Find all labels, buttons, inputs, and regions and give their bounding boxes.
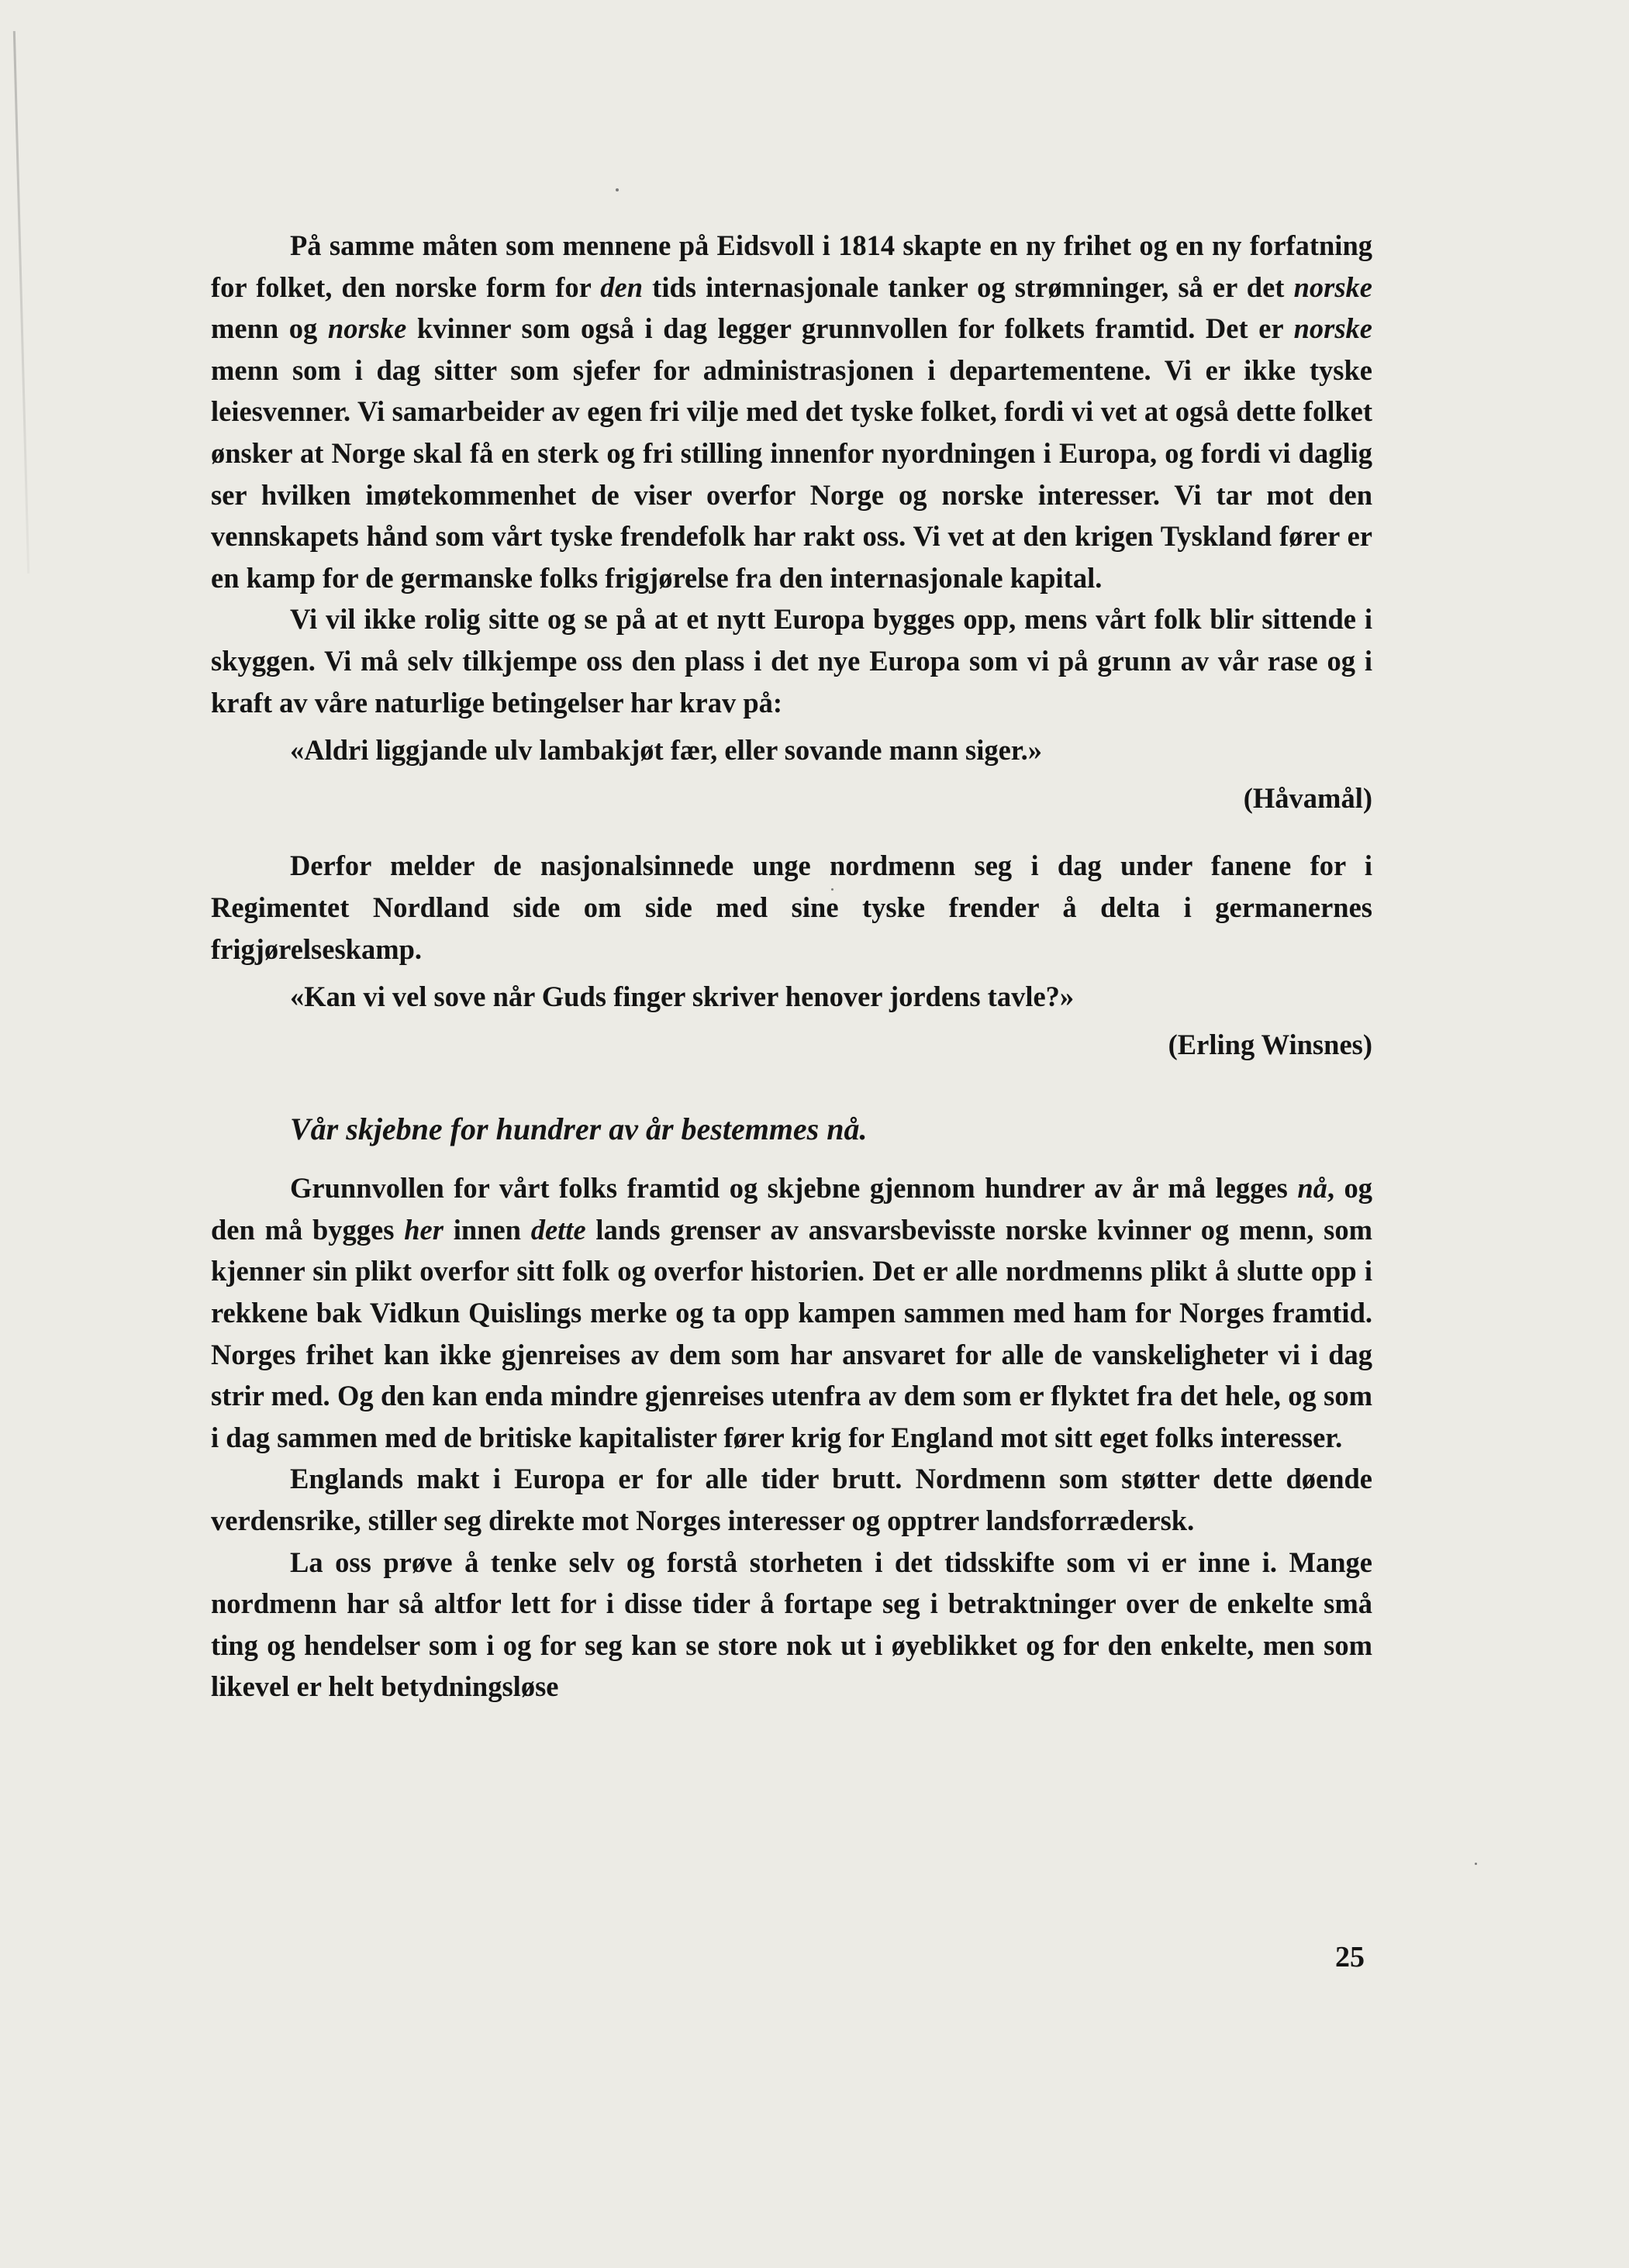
text-run: Englands makt i Europa er for alle tider brutt. Nordmenn som støtter dette døende verdensrike, stiller seg direkte mot Norges interesser og opptrer landsforrædersk. bbox=[211, 1463, 1372, 1537]
havamal-attribution: (Håvamål) bbox=[1243, 781, 1372, 814]
winsnes-attribution: (Erling Winsnes) bbox=[1168, 1028, 1372, 1060]
text-run: menn og bbox=[211, 312, 328, 345]
text-run: menn som i dag sitter som sjefer for administrasjonen i departementene. Vi er ikke tyske leiesvenner. Vi samarbeider av egen fri vilje med det tyske folket, fordi vi vet at også dette folket ønsker at Norge skal få en sterk og fri stilling innenfor nyordningen i Europa, og fordi vi daglig ser hvilken imøtekommenhet de viser overfor Norge og norske interesser. Vi tar mot den vennskapets hånd som vårt tyske frendefolk har rakt oss. Vi vet at den krigen Tyskland fører er en kamp for de germanske folks frigjørelse fra den internasjonale kapital. bbox=[211, 353, 1372, 594]
emphasized-text: dette bbox=[530, 1213, 586, 1246]
spacer bbox=[211, 1065, 1372, 1091]
paper-speck bbox=[616, 188, 619, 191]
text-run: Grunnvollen for vårt folks framtid og skjebne gjennom hundrer av år må legges bbox=[290, 1172, 1298, 1205]
text-run: lands grenser av ansvarsbevisste norske kvinner og menn, som kjenner sin plikt overfor sitt folk og overfor historien. Det er alle nordmenns plikt å slutte opp i rekkene bak Vidkun Quislings merke og ta opp kampen sammen med ham for Norges framtid. Norges frihet kan ikke gjenreises av dem som har ansvaret for alle de vanskeligheter vi i dag strir med. Og den kan enda mindre gjenreises utenfra av dem som er flyktet fra det hele, og som i dag sammen med de britiske kapitalister fører krig for England mot sitt eget folks interesser. bbox=[211, 1213, 1372, 1453]
paragraph-5 bbox=[211, 1458, 1372, 1541]
spacer bbox=[211, 819, 1372, 845]
paragraph-6 bbox=[211, 1542, 1372, 1708]
section-heading: Vår skjebne for hundrer av år bestemmes nå. bbox=[290, 1112, 868, 1147]
emphasized-text: den bbox=[600, 271, 644, 303]
emphasized-text: her bbox=[404, 1213, 443, 1246]
paragraph-4 bbox=[211, 1167, 1372, 1458]
spacer bbox=[211, 723, 1372, 729]
page-number: 25 bbox=[1335, 1941, 1365, 1973]
text-run: Derfor melder de nasjonalsinnede unge nordmenn seg i dag under fanene for i Regimentet Nordland side om side med sine tyske frender å delta i germanernes frigjørelseskamp. bbox=[211, 850, 1372, 965]
text-run: innen bbox=[443, 1213, 531, 1246]
emphasized-text: norske bbox=[327, 312, 407, 345]
text-run: Vi vil ikke rolig sitte og se på at et nytt Europa bygges opp, mens vårt folk blir sittende i skyggen. Vi må selv tilkjempe oss den plass i det nye Europa som vi på grunn av vår rase og i kraft av våre naturlige betingelser har krav på: bbox=[211, 603, 1372, 719]
spacer bbox=[211, 970, 1372, 976]
spacer bbox=[211, 1091, 1372, 1108]
text-run: kvinner som også i dag legger grunnvollen for folkets framtid. Det er bbox=[406, 312, 1294, 345]
text-run: , og den må bygges bbox=[211, 1172, 1373, 1246]
spacer bbox=[211, 771, 1372, 777]
body-text-column bbox=[211, 225, 1372, 1708]
text-run: tids internasjonale tanker og strømninger, så er det bbox=[643, 271, 1294, 303]
paragraph-3 bbox=[211, 845, 1372, 970]
emphasized-text: nå bbox=[1297, 1172, 1327, 1205]
spacer bbox=[211, 1018, 1372, 1024]
paragraph-2 bbox=[211, 598, 1372, 723]
emphasized-text: norske bbox=[1293, 312, 1372, 345]
text-run: På samme måten som mennene på Eidsvoll i 1814 skapte en ny frihet og en ny forfatning for folket, den norske form for bbox=[211, 229, 1372, 303]
paper-speck bbox=[1475, 1863, 1477, 1865]
havamal-quote: «Aldri liggjande ulv lambakjøt fær, eller sovande mann siger.» bbox=[290, 734, 1043, 767]
spacer bbox=[211, 1150, 1372, 1167]
page-edge-shadow bbox=[13, 31, 29, 574]
winsnes-quote: «Kan vi vel sove når Guds finger skriver henover jordens tavle?» bbox=[290, 981, 1075, 1013]
emphasized-text: norske bbox=[1293, 271, 1372, 303]
paragraph-1 bbox=[211, 225, 1372, 598]
text-run: La oss prøve å tenke selv og forstå storheten i det tidsskifte som vi er inne i. Mange nordmenn har så altfor lett for i disse tider å fortape seg i betraktninger over de enkelte små ting og hendelser som i og for seg kan se store nok ut i øyeblikket og for den enkelte, men som likevel er helt betydningsløse bbox=[211, 1546, 1372, 1703]
